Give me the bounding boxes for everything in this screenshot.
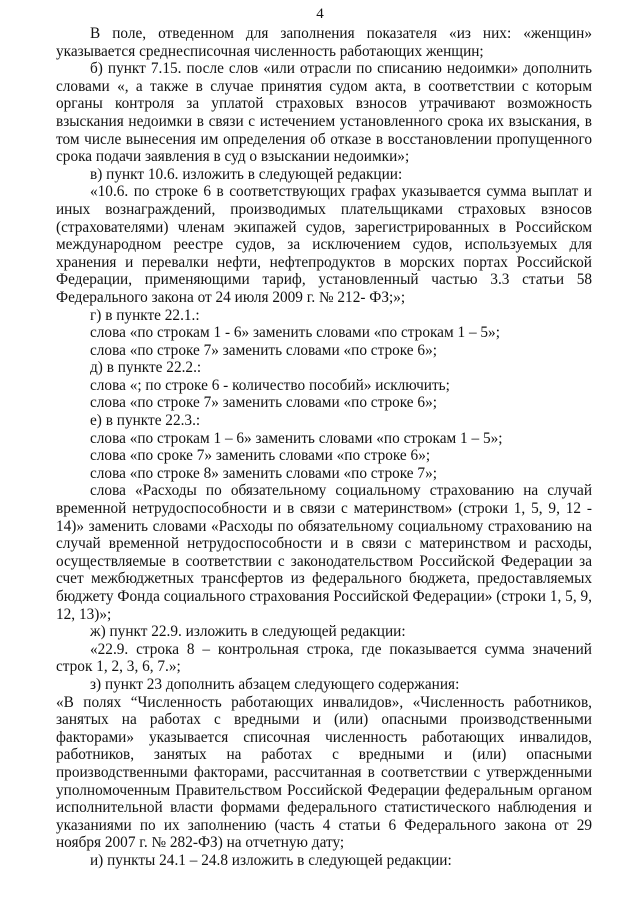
paragraph: слова «по строке 7» заменить словами «по строке 6»; <box>90 341 437 359</box>
paragraph: д) в пункте 22.2.: <box>90 359 202 377</box>
paragraph: г) в пункте 22.1.: <box>90 306 200 324</box>
paragraph: слова «по строкам 1 - 6» заменить словами «по строкам 1 – 5»; <box>90 324 500 342</box>
paragraph: е) в пункте 22.3.: <box>90 412 201 430</box>
document-body <box>56 25 592 870</box>
paragraph: слова «по сроке 7» заменить словами «по строке 6»; <box>90 447 431 465</box>
paragraph: з) пункт 23 дополнить абзацем следующего содержания: <box>90 675 460 693</box>
paragraph: слова «по строкам 1 – 6» заменить словами «по строкам 1 – 5»; <box>90 429 503 447</box>
paragraph: «22.9. строка 8 – контрольная строка, где показывается сумма значений строк 1, 2, 3, 6, 7.»; <box>56 640 592 676</box>
paragraph: «В полях “Численность работающих инвалидов», «Численность работников, занятых на работах с вредными и (или) опасными производственными факторами» указывается списочная численность работающих инвалидов, работников, занятых на работах с вредными и (или) опасными производственными факторами, рассчитанная в соответствии с утвержденными уполномоченным Правительством Российской Федерации федеральным органом исполнительной власти формами федерального статистического наблюдения и указаниями по их заполнению (часть 4 статьи 6 Федерального закона от 29 ноября 2007 г. № 282-ФЗ) на отчетную дату; <box>56 693 592 852</box>
page-number: 4 <box>316 6 324 22</box>
paragraph: слова «по строке 8» заменить словами «по строке 7»; <box>90 464 437 482</box>
paragraph: слова «Расходы по обязательному социальному страхованию на случай временной нетрудоспособности и в связи с материнством» (строки 1, 5, 9, 12 - 14)» заменить словами «Расходы по обязательному социальному страхованию на случай временной нетрудоспособности и в связи с материнством и расходы, осуществляемые в соответствии с законодательством Российской Федерации за счет межбюджетных трансфертов из федерального бюджета, предоставляемых бюджету Фонда социального страхования Российской Федерации» (строки 1, 5, 9, 12, 13)»; <box>56 482 592 623</box>
paragraph: слова «; по строке 6 - количество пособий» исключить; <box>90 376 450 394</box>
paragraph: в) пункт 10.6. изложить в следующей редакции: <box>90 165 403 183</box>
paragraph: «10.6. по строке 6 в соответствующих графах указывается сумма выплат и иных вознаграждений, производимых плательщиками страховых взносов (страхователями) членам экипажей судов, зарегистрированных в Российском международном реестре судов, за исключением судов, используемых для хранения и перевалки нефти, нефтепродуктов в морских портах Российской Федерации, применяющими тариф, установленный частью 3.3 статьи 58 Федерального закона от 24 июля 2009 г. № 212- ФЗ;»; <box>56 183 592 306</box>
paragraph: В поле, отведенном для заполнения показателя «из них: «женщин» указывается среднесписочная численность работающих женщин; <box>56 25 592 60</box>
paragraph: ж) пункт 22.9. изложить в следующей редакции: <box>90 623 406 641</box>
paragraph: слова «по строке 7» заменить словами «по строке 6»; <box>90 394 437 412</box>
paragraph: и) пункты 24.1 – 24.8 изложить в следующей редакции: <box>90 851 452 869</box>
paragraph: б) пункт 7.15. после слов «или отрасли по списанию недоимки» дополнить словами «, а также в случае принятия судом акта, в соответствии с которым органы контроля за уплатой страховых взносов утрачивают возможность взыскания недоимки в связи с истечением установленного срока их взыскания, в том числе вынесения им определения об отказе в восстановлении пропущенного срока подачи заявления в суд о взыскании недоимки»; <box>56 60 592 166</box>
